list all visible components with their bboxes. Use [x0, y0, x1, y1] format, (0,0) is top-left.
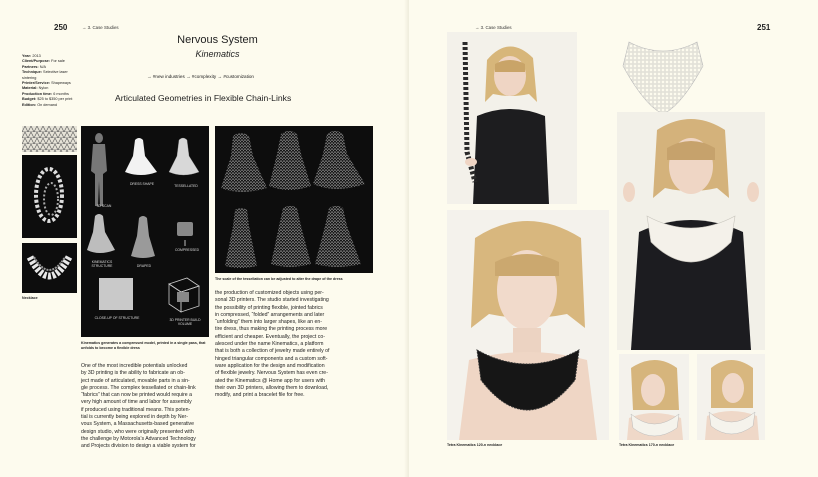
body-text-line: gle process. The complex tessellated or chain-link [81, 384, 196, 391]
project-title: Nervous System [177, 34, 258, 46]
body-text-line: alesced under the name Kinematics, a platform [215, 341, 324, 348]
body-text-line: “fabrics” that can now be printed would require a [81, 392, 193, 399]
body-text-line: modify, and print a bracelet file for free. [215, 392, 305, 399]
label-draped: DRAPED [136, 264, 152, 268]
project-meta [22, 54, 72, 108]
body-text-line: “unfolding” them into larger shapes, like an en- [215, 319, 322, 326]
body-text-line: efficient and cheaper. Eventually, the project co- [215, 333, 325, 340]
meta-value: $25 to $350 per print [37, 97, 73, 102]
body-text-line: and Projects division to design a viable system for [81, 443, 196, 450]
meta-key: Printer/Service: [22, 81, 52, 86]
label-kinematics-structure: KINEMATICS STRUCTURE [91, 260, 113, 269]
model-white-collar-photo [617, 112, 765, 350]
body-text-line: the possibility of printing flexible, jointed fabrics [215, 304, 323, 311]
dress-caption: The scale of the tessellation can be adjusted to alter the drape of the dress [215, 277, 343, 281]
meta-key: Partners: [22, 64, 40, 69]
meta-key: Material: [22, 86, 39, 91]
body-text-line: hinged triangular components and a custom soft- [215, 355, 328, 362]
body-text-line: the challenge by Motorola’s Advanced Technology [81, 435, 196, 442]
meta-key: Year: [22, 54, 33, 58]
body-text-line: by 3D printing is the ability to fabricate an ob- [81, 370, 185, 377]
meta-key: Edition: [22, 102, 38, 107]
meta-value: Selective laser [43, 70, 68, 75]
body-column-1 [81, 363, 209, 451]
right-page [409, 0, 818, 477]
meta-value: 2013 [32, 54, 41, 58]
meta-value: 6 months [53, 91, 69, 96]
body-text-line: the production of customized objects using per- [215, 290, 324, 296]
body-text-line: very high amount of time and labor for assembly [81, 399, 192, 406]
body-text-line: ated the Kinematics @ Home app for users with [215, 377, 325, 384]
meta-key: Production time: [22, 91, 54, 96]
body-text-line: ware application for the design and modification [215, 362, 325, 369]
body-text-line: One of the most incredible potentials unlocked [81, 363, 188, 369]
necklace-photo [22, 243, 77, 293]
model-profile-photo-1 [619, 354, 689, 440]
meta-key: Client/Purpose: [22, 59, 52, 64]
meta-value: For sale [51, 59, 65, 64]
body-text-line: that is both a collection of jewelry made entirely of [215, 348, 330, 355]
dress-variations-image [215, 126, 373, 273]
label-compressed: COMPRESSED [174, 248, 200, 252]
meta-key: Technique: [22, 70, 44, 75]
body-text-line: tire dress, thus making the printing process more [215, 326, 328, 333]
section-header-right: → 3. Case Studies [475, 25, 512, 30]
label-closeup: CLOSE-UP OF STRUCTURE [94, 316, 140, 320]
body-text-line: tial is currently being explored in depth by Ner- [81, 414, 188, 421]
page-number-left: 250 [54, 23, 68, 32]
process-diagram [81, 126, 209, 337]
label-tessellated: TESSELLATED [174, 184, 198, 188]
project-subtitle: Kinematics [195, 49, 240, 59]
body-text-line: vous System, a Massachusetts-based generative [81, 421, 195, 428]
caption-tetra-120: Tetra Kinematics 120-n necklace [447, 443, 503, 447]
model-profile-photo-2 [697, 354, 765, 440]
label-build-volume: 3D PRINTER BUILD VOLUME [169, 318, 201, 327]
body-text-line: sonal 3D printers. The studio started investigating [215, 297, 329, 304]
meta-value: sintering [22, 75, 37, 80]
section-header-left: → 3. Case Studies [82, 25, 119, 30]
label-3d-scan: 3D SCAN [96, 204, 112, 208]
necklace-caption: Necklace [22, 296, 38, 300]
caption-tetra-170: Tetra Kinematics 170-n necklace [619, 443, 675, 447]
meta-value: N/A [39, 64, 47, 69]
meta-value: Shapeways [51, 81, 71, 86]
page-number-right: 251 [757, 23, 771, 32]
meta-line [22, 103, 72, 108]
article-heading: Articulated Geometries in Flexible Chain-Links [115, 93, 292, 103]
diagram-caption: Kinematics generates a compressed model, printed in a single pass, that unfolds to become a flexible dress [81, 341, 206, 350]
body-text-line: if produced using traditional means. This poten- [81, 406, 191, 413]
label-dress-shape: DRESS SHAPE [129, 182, 155, 186]
body-column-2 [215, 290, 373, 399]
bracelet-photo [22, 155, 77, 238]
meta-value: On demand [37, 102, 58, 107]
meta-key: Budget: [22, 97, 38, 102]
body-text-line: in compressed, “folded” arrangements and later [215, 311, 325, 318]
body-text-line: design studio, who were originally presented with [81, 428, 194, 435]
tag-list: → #new industries → #complexity → #customization [147, 74, 254, 79]
body-text-line: their own 3D printers, allowing them to download, [215, 384, 329, 391]
lattice-thumbnail [22, 126, 77, 152]
collar-necklace-photo [619, 34, 707, 118]
body-text-line: of flexible jewelry. Nervous System has even cre- [215, 370, 328, 377]
body-text-line: ject made of articulated, movable parts in a sin- [81, 377, 190, 384]
model-black-necklace-photo [447, 210, 609, 440]
model-holding-dress-photo [447, 32, 577, 204]
meta-value: Nylon [38, 86, 49, 91]
